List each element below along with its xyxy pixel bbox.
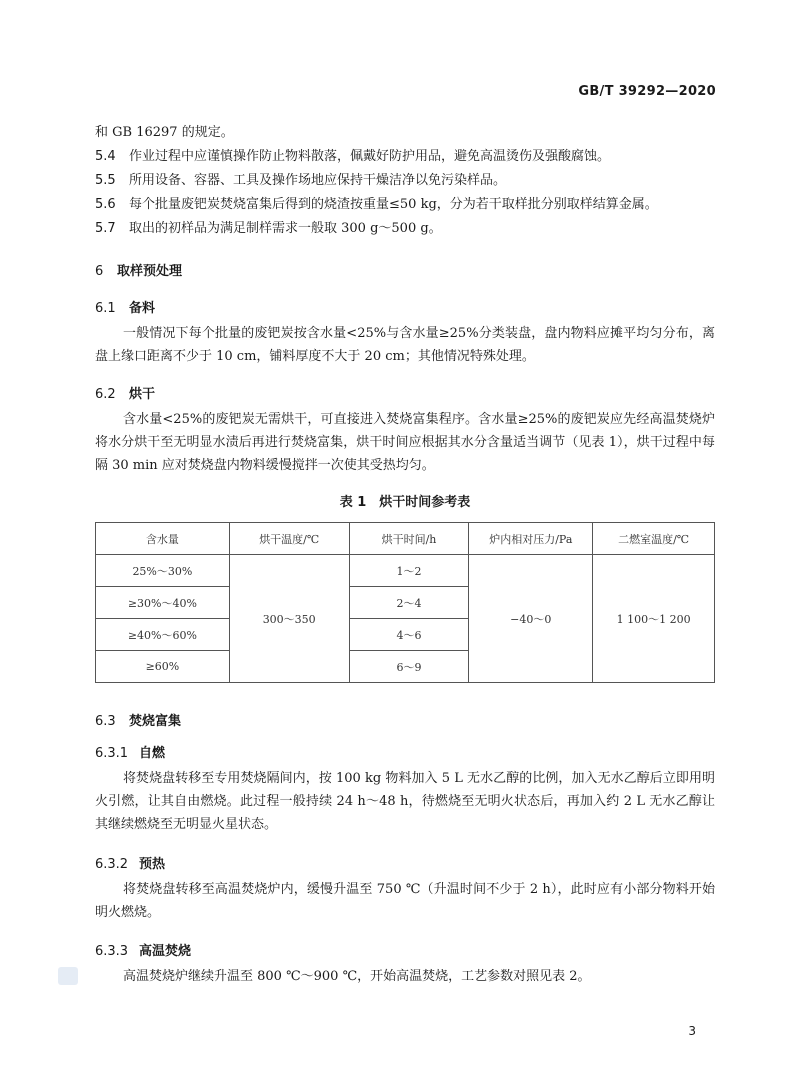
- clause-text: 所用设备、容器、工具及操作场地应保持干燥洁净以免污染样品。: [129, 173, 507, 188]
- cell-water-content: ≥60%: [96, 651, 230, 683]
- clause-number: 5.4: [95, 149, 116, 164]
- drying-time-table: [95, 522, 715, 683]
- section-6-3-2-text: 将焚烧盘转移至高温焚烧炉内，缓慢升温至 750 ℃（升温时间不少于 2 h），此时应有小部分物料开始明火燃烧。: [95, 882, 715, 920]
- cell-water-content: ≥30%～40%: [96, 587, 230, 619]
- cell-drying-time: 1～2: [349, 555, 469, 587]
- clause-text: 取出的初样品为满足制样需求一般取 300 g～500 g。: [129, 221, 442, 236]
- clause-text: 和 GB 16297 的规定。: [95, 125, 234, 140]
- header-drying-time: 烘干时间/h: [349, 523, 469, 555]
- cell-drying-time: 2～4: [349, 587, 469, 619]
- section-number: 6.3.2: [95, 857, 129, 872]
- section-title: 焚烧富集: [129, 714, 182, 729]
- header-drying-temp: 烘干温度/℃: [229, 523, 349, 555]
- clause-continuation: [95, 121, 234, 140]
- clause-5-5: [95, 169, 506, 188]
- header-water-content: 含水量: [96, 523, 230, 555]
- section-6-3-1-heading: [95, 742, 165, 761]
- section-number: 6.3.3: [95, 944, 129, 959]
- section-title: 自燃: [139, 746, 166, 761]
- section-6-3-3-heading: [95, 940, 191, 959]
- section-6-1-text: 一般情况下每个批量的废钯炭按含水量<25%与含水量≥25%分类装盘，盘内物料应摊平均匀分布，离盘上缘口距离不少于 10 cm，铺料厚度不大于 20 cm；其他情况特殊处理。: [95, 326, 715, 364]
- section-6-1-heading: [95, 297, 155, 316]
- clause-number: 5.7: [95, 221, 116, 236]
- clause-text: 每个批量废钯炭焚烧富集后得到的烧渣按重量≤50 kg，分为若干取样批分别取样结算金属。: [129, 197, 658, 212]
- cell-secondary-chamber-temp: 1 100～1 200: [593, 555, 715, 683]
- clause-number: 5.6: [95, 197, 116, 212]
- header-furnace-pressure: 炉内相对压力/Pa: [469, 523, 593, 555]
- side-stamp-icon: [58, 967, 78, 985]
- clause-number: 5.5: [95, 173, 116, 188]
- clause-text: 作业过程中应谨慎操作防止物料散落，佩戴好防护用品，避免高温烫伤及强酸腐蚀。: [129, 149, 611, 164]
- section-title: 高温焚烧: [139, 944, 192, 959]
- cell-water-content: ≥40%～60%: [96, 619, 230, 651]
- cell-water-content: 25%～30%: [96, 555, 230, 587]
- cell-drying-time: 6～9: [349, 651, 469, 683]
- section-title: 备料: [129, 301, 156, 316]
- clause-5-6: [95, 193, 658, 212]
- page-number: 3: [688, 1024, 696, 1038]
- cell-furnace-pressure: −40～0: [469, 555, 593, 683]
- section-number: 6: [95, 264, 104, 279]
- section-6-3-2-heading: [95, 853, 165, 872]
- section-title: 预热: [139, 857, 166, 872]
- section-6-2-text: 含水量<25%的废钯炭无需烘干，可直接进入焚烧富集程序。含水量≥25%的废钯炭应先经高温焚烧炉将水分烘干至无明显水渍后再进行焚烧富集，烘干时间应根据其水分含量适当调节（见表 1），烘干过程中每隔 30 min 应对焚烧盘内物料缓慢搅拌一次使其受热均匀。: [95, 412, 715, 473]
- section-6-3-3-text: 高温焚烧炉继续升温至 800 ℃～900 ℃，开始高温焚烧，工艺参数对照见表 2。: [123, 969, 591, 984]
- section-6-2-heading: [95, 383, 155, 402]
- cell-drying-time: 4～6: [349, 619, 469, 651]
- section-number: 6.1: [95, 301, 116, 316]
- clause-5-4: [95, 145, 610, 164]
- header-secondary-chamber-temp: 二燃室温度/℃: [593, 523, 715, 555]
- section-title: 取样预处理: [117, 264, 183, 279]
- section-number: 6.3.1: [95, 746, 129, 761]
- section-6-3-1-text: 将焚烧盘转移至专用焚烧隔间内，按 100 kg 物料加入 5 L 无水乙醇的比例，加入无水乙醇后立即用明火引燃，让其自由燃烧。此过程一般持续 24 h～48 h，待燃烧至无明火状态后，再加入约 2 L 无水乙醇让其继续燃烧至无明显火星状态。: [95, 771, 715, 832]
- table-1-title: 表 1 烘干时间参考表: [339, 495, 471, 510]
- table-header-row: [96, 523, 715, 555]
- section-title: 烘干: [129, 387, 156, 402]
- cell-drying-temp: 300～350: [229, 555, 349, 683]
- table-row: [96, 555, 715, 587]
- section-number: 6.2: [95, 387, 116, 402]
- section-number: 6.3: [95, 714, 116, 729]
- clause-5-7: [95, 217, 442, 236]
- section-6-3-heading: [95, 710, 181, 729]
- standard-code: GB/T 39292—2020: [578, 84, 716, 99]
- section-6-heading: [95, 260, 182, 279]
